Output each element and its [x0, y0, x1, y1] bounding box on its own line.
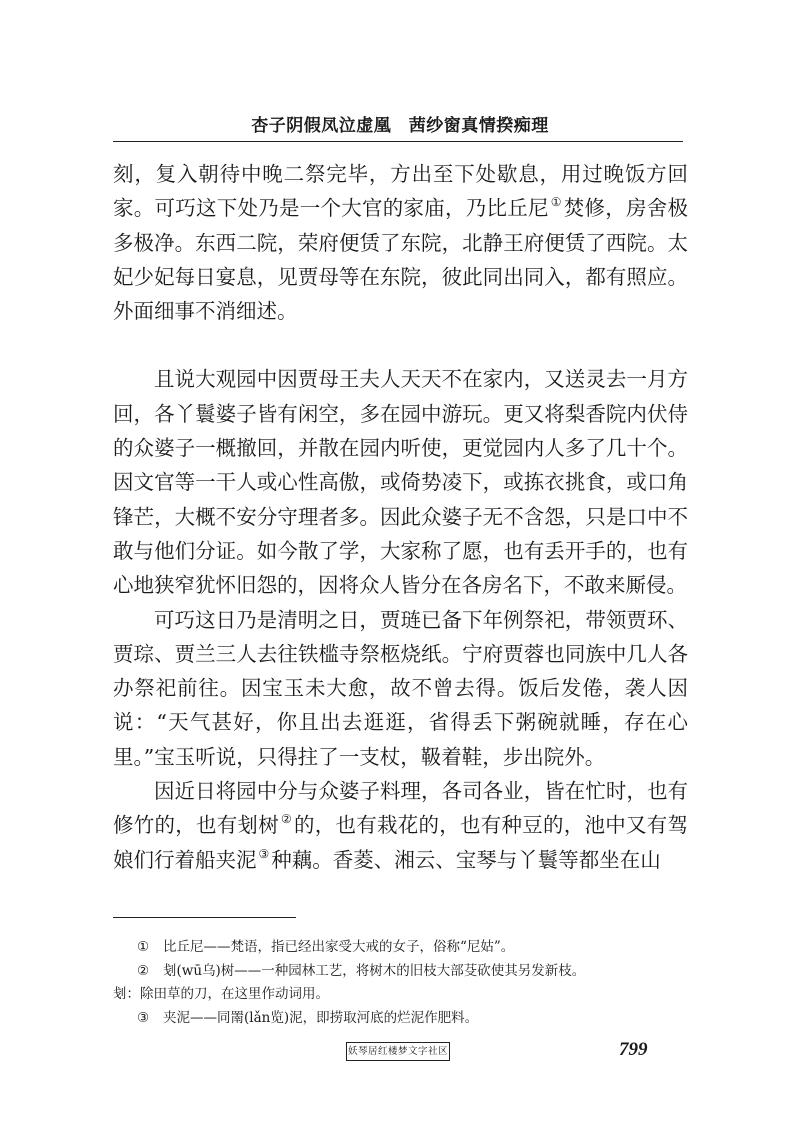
footnote-ref-3: ③	[258, 846, 270, 861]
footnote-2-continued: 刬：除田草的刀，在这里作动词用。	[113, 986, 329, 1002]
footnote-1: ① 比丘尼——梵语，指已经出家受大戒的女子，俗称“尼姑”。	[137, 939, 515, 955]
paragraph-3: 可巧这日乃是清明之日，贾琏已备下年例祭祀，带领贾环、贾琮、贾兰三人去往铁槛寺祭柩烧纸。宁府贾蓉也同族中几人各办祭祀前往。因宝玉未大愈，故不曾去得。饭后发倦，袭人因说：“天气甚好，你且出去逛逛，省得丢下粥碗就睡，存在心里。”宝玉听说，只得拄了一支杖，靸着鞋，步出院外。	[113, 607, 688, 769]
source-stamp: 妖琴居红楼梦文字社区	[346, 1042, 450, 1061]
paragraph-2: 且说大观园中因贾母王夫人天天不在家内，又送灵去一月方回，各丫鬟婆子皆有闲空，多在园中游玩。更又将梨香院内伏侍的众婆子一概撤回，并散在园内听使，更觉园内人多了几十个。因文官等一干人或心性高傲，或倚势凌下，或拣衣挑食，或口角锋芒，大概不安分守理者多。因此众婆子无不含怨，只是口中不敢与他们分证。如今散了学，大家称了愿，也有丢开手的，也有心地狭窄犹怀旧怨的，因将众人皆分在各房名下，不敢来厮侵。	[113, 367, 688, 598]
footnotes	[113, 936, 688, 1030]
page-number: 799	[619, 1039, 648, 1060]
running-header: 杏子阴假凤泣虚凰 茜纱窗真情揆痴理	[251, 116, 549, 136]
header-rule	[113, 141, 683, 142]
footnote-ref-2: ②	[281, 812, 293, 827]
footnote-3: ③ 夹泥——同罱(lǎn览)泥，即捞取河底的烂泥作肥料。	[137, 1009, 479, 1026]
footnote-2: ② 刬(wū乌)树——一种园林工艺，将树木的旧枝大部芟砍使其另发新枝。	[137, 962, 586, 979]
paragraph-4: 因近日将园中分与众婆子料理，各司各业，皆在忙时，也有修竹的，也有刬树 ②的，也有栽花的，也有种豆的，池中又有驾娘们行着船夹泥 ③种藕。香菱、湘云、宝琴与丫鬟等都坐在山	[113, 779, 689, 872]
footnote-rule	[113, 917, 296, 918]
footnote-ref-1: ①	[550, 195, 562, 210]
paragraph-1: 刻，复入朝待中晚二祭完毕，方出至下处歇息，用过晚饭方回家。可巧这下处乃是一个大官的家庙，乃比丘尼 ①焚修，房舍极多极净。东西二院，荣府便赁了东院，北静王府便赁了西院。太妃少妃每日宴息，见贾母等在东院，彼此同出同入，都有照应。外面细事不消细述。	[113, 162, 689, 324]
body-text	[113, 157, 688, 877]
